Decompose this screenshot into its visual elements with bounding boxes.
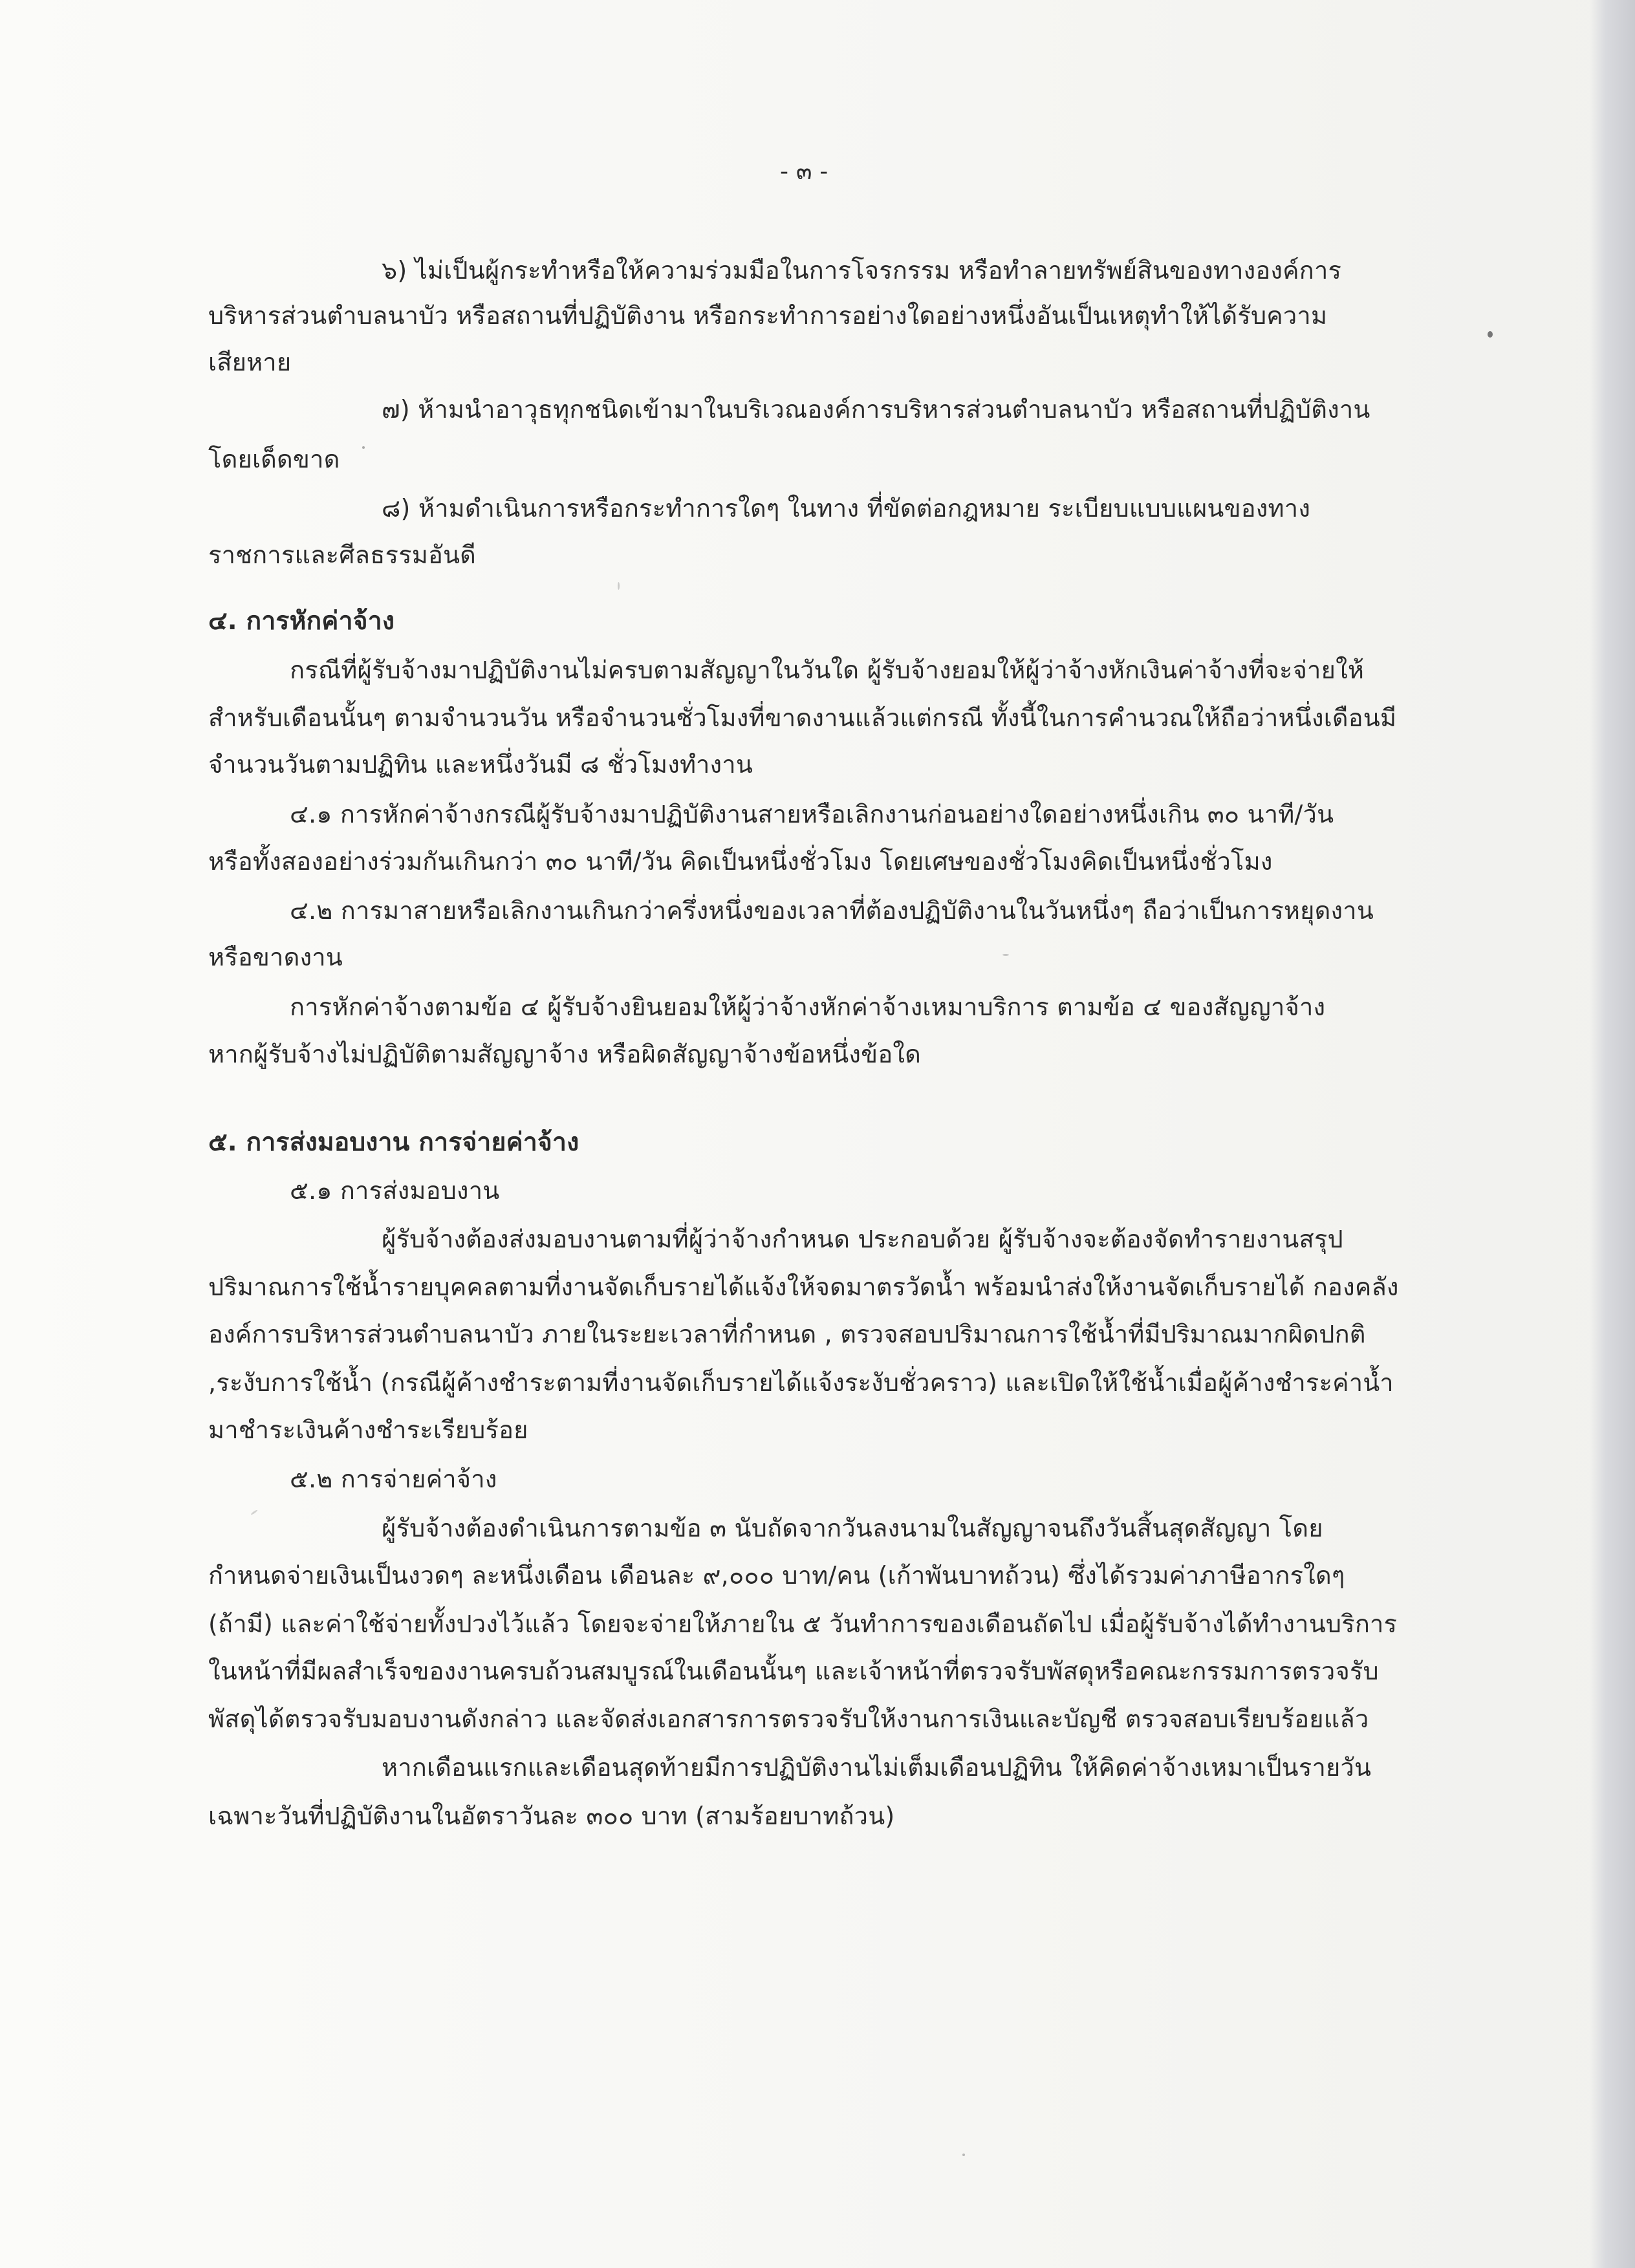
scan-speck — [1488, 331, 1493, 338]
scan-speck — [362, 446, 365, 449]
section-5-2-line-6: หากเดือนแรกและเดือนสุดท้ายมีการปฏิบัติงานไม่เต็มเดือนปฏิทิน ให้คิดค่าจ้างเหมาเป็นรายวัน — [382, 1753, 1372, 1782]
section-5-2-line-5: พัสดุได้ตรวจรับมอบงานดังกล่าว และจัดส่งเอกสารการตรวจรับให้งานการเงินและบัญชี ตรวจสอบเรียบร้อยแล้ว — [208, 1705, 1369, 1733]
section-5-2-line-1: ผู้รับจ้างต้องดำเนินการตามข้อ ๓ นับถัดจากวันลงนามในสัญญาจนถึงวันสิ้นสุดสัญญา โดย — [382, 1514, 1323, 1542]
section-5-2-line-2: กำหนดจ่ายเงินเป็นงวดๆ ละหนึ่งเดือน เดือนละ ๙,๐๐๐ บาท/คน (เก้าพันบาทถ้วน) ซึ่งได้รวมค่าภาษีอากรใดๆ — [208, 1561, 1345, 1590]
clause-6-line-3: เสียหาย — [208, 348, 292, 376]
section-5-1-line-5: มาชำระเงินค้างชำระเรียบร้อย — [208, 1416, 528, 1444]
section-4-1-line-1: ๔.๑ การหักค่าจ้างกรณีผู้รับจ้างมาปฏิบัติงานสายหรือเลิกงานก่อนอย่างใดอย่างหนึ่งเกิน ๓๐ นาที/วัน — [290, 800, 1334, 828]
section-4-deduction-line-2: หากผู้รับจ้างไม่ปฏิบัติตามสัญญาจ้าง หรือผิดสัญญาจ้างข้อหนึ่งข้อใด — [208, 1040, 922, 1068]
section-5-2-line-4: ในหน้าที่มีผลสำเร็จของงานครบถ้วนสมบูรณ์ในเดือนนั้นๆ และเจ้าหน้าที่ตรวจรับพัสดุหรือคณะกรรมการตรวจรับ — [208, 1657, 1379, 1685]
section-5-2-line-3: (ถ้ามี) และค่าใช้จ่ายทั้งปวงไว้แล้ว โดยจะจ่ายให้ภายใน ๕ วันทำการของเดือนถัดไป เมื่อผู้รับจ้างได้ทำงานบริการ — [208, 1610, 1398, 1638]
section-4-para-1-line-3: จำนวนวันตามปฏิทิน และหนึ่งวันมี ๘ ชั่วโมงทำงาน — [208, 750, 753, 779]
section-5-1-line-4: ,ระงับการใช้น้ำ (กรณีผู้ค้างชำระตามที่งานจัดเก็บรายได้แจ้งระงับชั่วคราว) และเปิดให้ใช้น้ำเมื่อผู้ค้างชำระค่าน้ำ — [208, 1368, 1394, 1397]
section-5-1-line-3: องค์การบริหารส่วนตำบลนาบัว ภายในระยะเวลาที่กำหนด , ตรวจสอบปริมาณการใช้น้ำที่มีปริมาณมากผิดปกติ — [208, 1320, 1366, 1348]
scan-speck — [1002, 954, 1009, 956]
section-4-2-line-1: ๔.๒ การมาสายหรือเลิกงานเกินกว่าครึ่งหนึ่งของเวลาที่ต้องปฏิบัติงานในวันหนึ่งๆ ถือว่าเป็นการหยุดงาน — [290, 896, 1374, 925]
page-number: - ๓ - — [780, 158, 828, 185]
scan-speck — [250, 1509, 258, 1515]
scan-speck — [962, 2154, 965, 2156]
clause-8-line-1: ๘) ห้ามดำเนินการหรือกระทำการใดๆ ในทาง ที่ขัดต่อกฎหมาย ระเบียบแบบแผนของทาง — [382, 494, 1311, 523]
section-4-deduction-line-1: การหักค่าจ้างตามข้อ ๔ ผู้รับจ้างยินยอมให้ผู้ว่าจ้างหักค่าจ้างเหมาบริการ ตามข้อ ๔ ของสัญญาจ้าง — [290, 993, 1326, 1021]
section-5-1-subheading: ๕.๑ การส่งมอบงาน — [290, 1176, 500, 1205]
section-4-heading: ๔. การหักค่าจ้าง — [208, 607, 395, 636]
scan-shadow-edge — [1590, 0, 1635, 2268]
section-4-para-1-line-2: สำหรับเดือนนั้นๆ ตามจำนวนวัน หรือจำนวนชั่วโมงที่ขาดงานแล้วแต่กรณี ทั้งนี้ในการคำนวณให้ถือว่าหนึ่งเดือนมี — [208, 704, 1397, 732]
section-4-1-line-2: หรือทั้งสองอย่างร่วมกันเกินกว่า ๓๐ นาที/วัน คิดเป็นหนึ่งชั่วโมง โดยเศษของชั่วโมงคิดเป็นหนึ่งชั่วโมง — [208, 847, 1273, 876]
section-5-2-subheading: ๕.๒ การจ่ายค่าจ้าง — [290, 1465, 497, 1493]
clause-7-line-1: ๗) ห้ามนำอาวุธทุกชนิดเข้ามาในบริเวณองค์การบริหารส่วนตำบลนาบัว หรือสถานที่ปฏิบัติงาน — [382, 395, 1370, 424]
clause-7-line-2: โดยเด็ดขาด — [208, 445, 340, 473]
section-5-heading: ๕. การส่งมอบงาน การจ่ายค่าจ้าง — [208, 1128, 579, 1157]
section-5-1-line-1: ผู้รับจ้างต้องส่งมอบงานตามที่ผู้ว่าจ้างกำหนด ประกอบด้วย ผู้รับจ้างจะต้องจัดทำรายงานสรุป — [382, 1225, 1343, 1253]
clause-8-line-2: ราชการและศีลธรรมอันดี — [208, 541, 477, 569]
section-5-2-line-7: เฉพาะวันที่ปฏิบัติงานในอัตราวันละ ๓๐๐ บาท (สามร้อยบาทถ้วน) — [208, 1802, 895, 1830]
section-4-para-1-line-1: กรณีที่ผู้รับจ้างมาปฏิบัติงานไม่ครบตามสัญญาในวันใด ผู้รับจ้างยอมให้ผู้ว่าจ้างหักเงินค่าจ้างที่จะจ่ายให้ — [290, 656, 1365, 684]
clause-6-line-1: ๖) ไม่เป็นผู้กระทำหรือให้ความร่วมมือในการโจรกรรม หรือทำลายทรัพย์สินของทางองค์การ — [382, 256, 1342, 285]
clause-6-line-2: บริหารส่วนตำบลนาบัว หรือสถานที่ปฏิบัติงาน หรือกระทำการอย่างใดอย่างหนึ่งอันเป็นเหตุทำให้ได้รับความ — [208, 301, 1328, 330]
section-4-2-line-2: หรือขาดงาน — [208, 943, 343, 971]
scan-speck — [618, 582, 620, 590]
section-5-1-line-2: ปริมาณการใช้น้ำรายบุคคลตามที่งานจัดเก็บรายได้แจ้งให้จดมาตรวัดน้ำ พร้อมนำส่งให้งานจัดเก็บรายได้ กองคลัง — [208, 1273, 1399, 1301]
